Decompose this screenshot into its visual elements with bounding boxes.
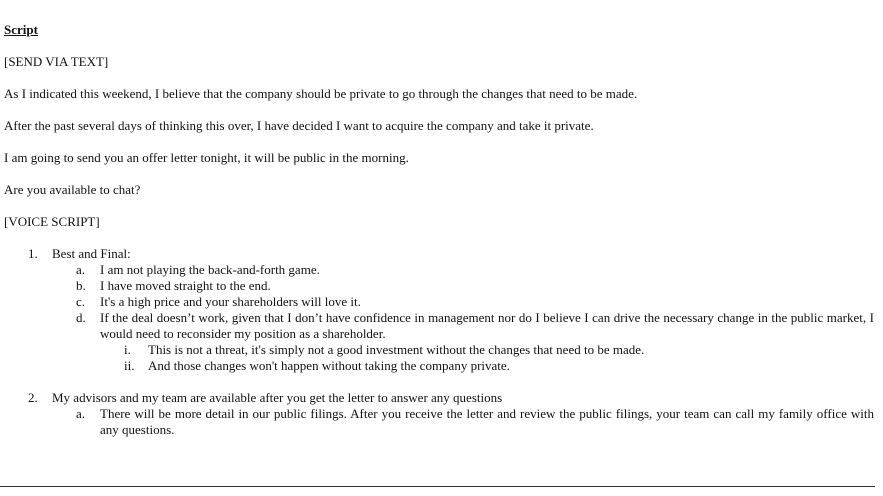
subsublist-marker: i. xyxy=(124,342,131,357)
sublist-item-text: It's a high price and your shareholders will love it. xyxy=(100,294,361,309)
document-title: Script xyxy=(4,22,38,37)
paragraph-send-via-text: [SEND VIA TEXT] xyxy=(4,54,109,69)
sublist-marker: c. xyxy=(76,294,86,309)
list-marker: 2. xyxy=(28,390,38,405)
list-item-text: My advisors and my team are available after you get the letter to answer any questions xyxy=(52,390,503,405)
sublist-item-text: There will be more detail in our public filings. After you receive the letter and review the public filings, your team can call my family office with any questions. xyxy=(100,406,874,437)
list-item-text: Best and Final: xyxy=(52,246,131,261)
paragraph-acquire-decision: After the past several days of thinking this over, I have decided I want to acquire the company and take it private. xyxy=(4,118,594,133)
sublist-marker: a. xyxy=(76,262,86,277)
sublist-item-text: I am not playing the back-and-forth game. xyxy=(100,262,320,277)
sublist-marker: a. xyxy=(76,406,86,421)
page-bottom-rule xyxy=(0,486,875,487)
paragraph-available-to-chat: Are you available to chat? xyxy=(4,182,141,197)
subsublist-item-text: And those changes won't happen without taking the company private. xyxy=(148,358,510,373)
subsublist-marker: ii. xyxy=(124,358,135,373)
paragraph-private-intent: As I indicated this weekend, I believe that the company should be private to go through the changes that need to be made. xyxy=(4,86,638,101)
sublist-marker: b. xyxy=(76,278,86,293)
list-marker: 1. xyxy=(28,246,38,261)
paragraph-voice-script: [VOICE SCRIPT] xyxy=(4,214,100,229)
sublist-item-text: If the deal doesn’t work, given that I don’t have confidence in management nor do I believe I can drive the necessary change in the public market, I would need to reconsider my position as a shareholder. xyxy=(100,310,874,341)
subsublist-item-text: This is not a threat, it's simply not a good investment without the changes that need to be made. xyxy=(148,342,645,357)
paragraph-offer-letter: I am going to send you an offer letter tonight, it will be public in the morning. xyxy=(4,150,409,165)
sublist-item-text: I have moved straight to the end. xyxy=(100,278,271,293)
sublist-marker: d. xyxy=(76,310,86,325)
